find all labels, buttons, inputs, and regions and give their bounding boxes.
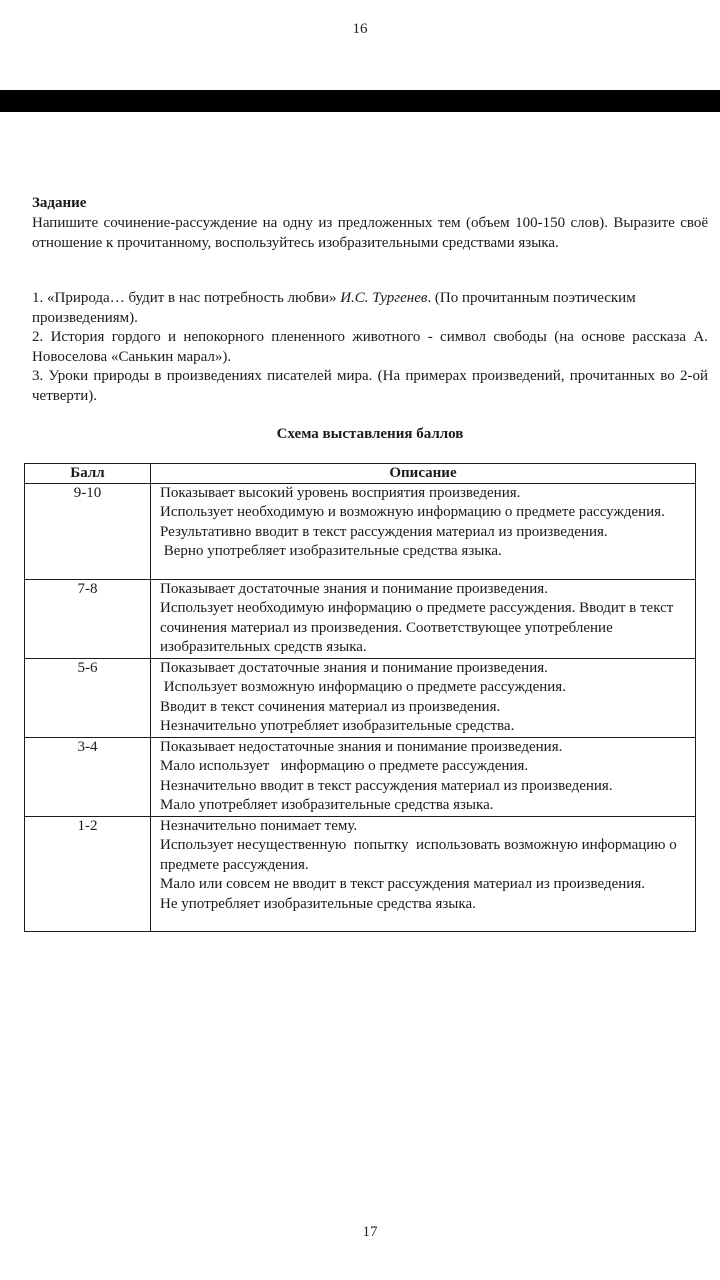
topic-1-suffix: . (По прочитанным поэтическим произведениям).: [32, 290, 636, 326]
description-line: Мало использует информацию о предмете рассуждения.: [160, 758, 529, 775]
description-line: Использует необходимую информацию о предмете рассуждения. Вводит в текст сочинения материал из произведения. Соответствующее употребление изобразительных средств языка.: [160, 600, 678, 656]
description-line: Использует несущественную попытку использовать возможную информацию о предмете рассуждения.: [160, 837, 681, 873]
topic-item-2: 2. История гордого и непокорного плененного животного - символ свободы (на основе рассказа А. Новоселова «Санькин марал»).: [32, 329, 708, 365]
topics-list: [32, 289, 708, 406]
task-section: [32, 193, 708, 253]
description-line: Показывает высокий уровень восприятия произведения.: [160, 485, 521, 501]
page-separator-bar: [0, 90, 720, 112]
page-number-top: 16: [352, 21, 368, 37]
scheme-title: Схема выставления баллов: [276, 426, 464, 442]
description-line: Незначительно понимает тему.: [160, 818, 358, 834]
description-line: Не употребляет изобразительные средства языка.: [160, 895, 476, 912]
topic-1-text: 1. «Природа… будит в нас потребность любви»: [32, 290, 341, 306]
description-line: Вводит в текст сочинения материал из произведения.: [160, 698, 501, 715]
description-line: Результативно вводит в текст рассуждения материал из произведения.: [160, 523, 608, 540]
description-cell: [151, 484, 696, 580]
score-cell: 7-8: [25, 580, 151, 659]
header-description: Описание: [151, 464, 696, 484]
description-line: Показывает достаточные знания и понимание произведения.: [160, 660, 548, 676]
description-line: Использует возможную информацию о предмете рассуждения.: [160, 679, 566, 696]
description-cell: [151, 817, 696, 932]
table-row: [25, 484, 696, 580]
page-number-bottom: 17: [362, 1224, 378, 1240]
score-cell: 1-2: [25, 817, 151, 932]
description-cell: [151, 580, 696, 659]
task-title: Задание: [32, 195, 87, 211]
score-cell: 3-4: [25, 738, 151, 817]
topic-item-1: [32, 289, 708, 328]
description-line: Показывает недостаточные знания и понимание произведения.: [160, 739, 563, 755]
task-text: Напишите сочинение-рассуждение на одну из предложенных тем (объем 100-150 слов). Выразите своё отношение к прочитанному, воспользуйтесь изобразительными средствами языка.: [32, 215, 708, 251]
topic-item-3: 3. Уроки природы в произведениях писателей мира. (На примерах произведений, прочитанных во 2-ой четверти).: [32, 368, 708, 404]
description-line: Мало употребляет изобразительные средства языка.: [160, 797, 494, 814]
description-line: Верно употребляет изобразительные средства языка.: [160, 543, 502, 560]
table-body: [25, 484, 696, 932]
topic-1-author: И.С. Тургенев: [340, 290, 428, 306]
description-cell: [151, 738, 696, 817]
description-line: Мало или совсем не вводит в текст рассуждения материал из произведения.: [160, 876, 645, 893]
score-cell: 9-10: [25, 484, 151, 580]
scoring-table: [24, 463, 696, 932]
description-line: Показывает достаточные знания и понимание произведения.: [160, 581, 548, 597]
score-cell: 5-6: [25, 659, 151, 738]
description-line: Незначительно употребляет изобразительные средства.: [160, 718, 515, 735]
description-line: Использует необходимую и возможную информацию о предмете рассуждения.: [160, 504, 665, 521]
description-cell: [151, 659, 696, 738]
table-row: [25, 580, 696, 659]
description-line: Незначительно вводит в текст рассуждения материал из произведения.: [160, 777, 613, 794]
table-row: [25, 817, 696, 932]
table-row: [25, 659, 696, 738]
header-score: Балл: [25, 464, 151, 484]
table-row: [25, 738, 696, 817]
table-header-row: [25, 464, 696, 484]
